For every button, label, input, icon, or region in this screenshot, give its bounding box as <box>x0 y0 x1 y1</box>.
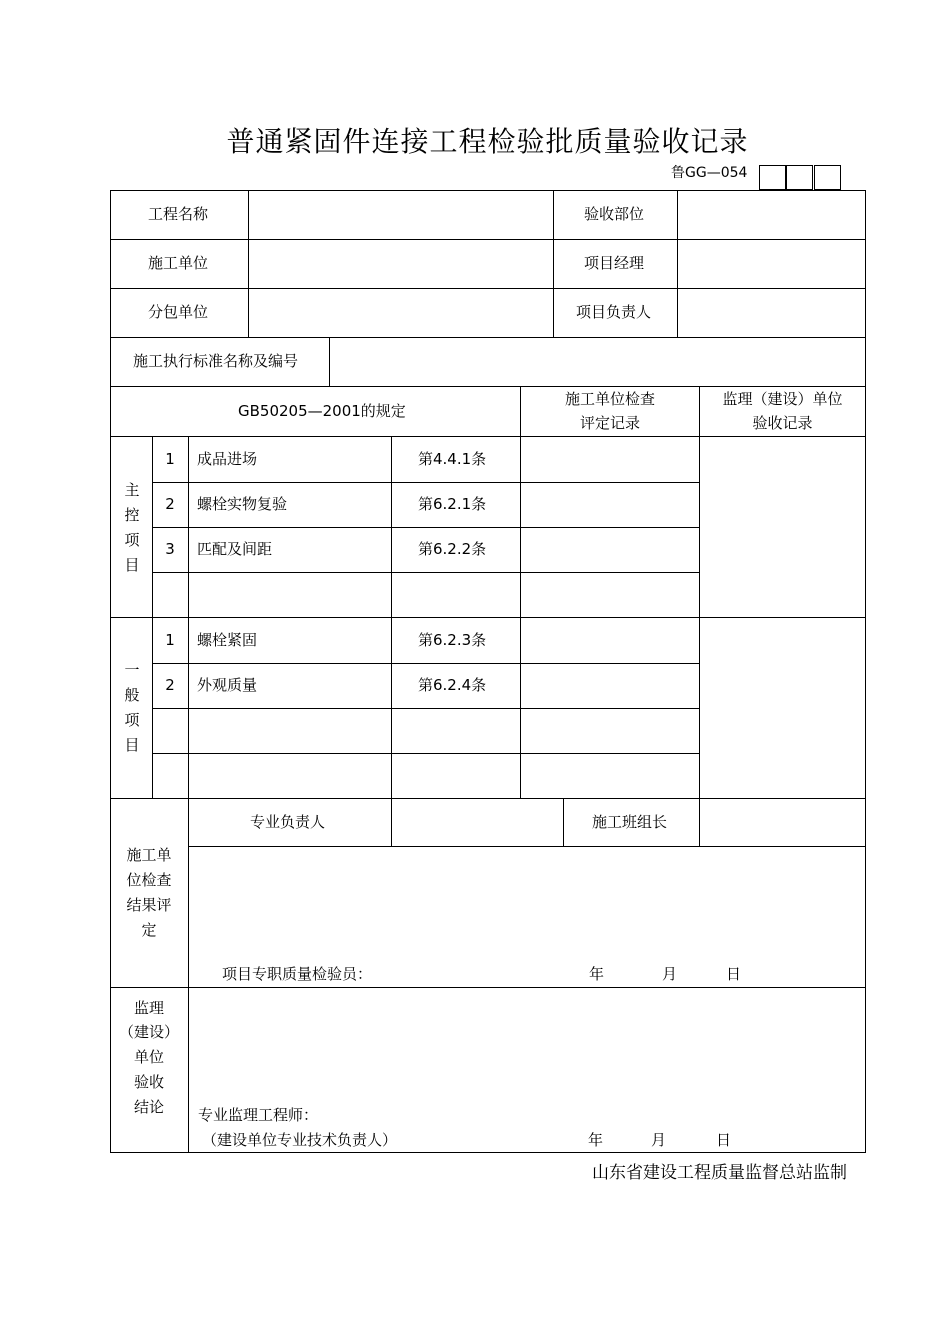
label-project-manager: 项目经理 <box>584 254 645 272</box>
owner-technical-leader-label: （建设单位专业技术负责人） <box>202 1131 398 1149</box>
col-supervise-line2: 验收记录 <box>752 414 813 432</box>
col-check-line1: 施工单位检查 <box>564 390 655 408</box>
label-project-name: 工程名称 <box>148 205 209 223</box>
col-spec: GB50205—2001的规定 <box>238 402 406 420</box>
code-box-3 <box>814 165 841 190</box>
supervising-engineer-label: 专业监理工程师： <box>198 1106 319 1124</box>
label-subcontractor: 分包单位 <box>148 303 209 321</box>
main-item-no: 1 <box>165 450 175 468</box>
main-item-no: 3 <box>165 540 175 558</box>
col-check-line2: 评定记录 <box>579 414 640 432</box>
main-item-no: 2 <box>165 495 175 513</box>
label-project-leader: 项目负责人 <box>576 303 652 321</box>
quality-inspector-label: 项目专职质量检验员： <box>222 965 373 983</box>
main-item-name: 匹配及间距 <box>197 540 273 558</box>
main-item-clause: 第4.4.1条 <box>418 450 487 468</box>
date-day: 日 <box>726 965 742 983</box>
page-title: 普通紧固件连接工程检验批质量验收记录 <box>226 125 749 158</box>
date-day: 日 <box>716 1131 732 1149</box>
code-box-2 <box>786 165 813 190</box>
main-item-clause: 第6.2.2条 <box>418 540 487 558</box>
general-item-clause: 第6.2.3条 <box>418 631 487 649</box>
label-team-leader: 施工班组长 <box>592 813 668 831</box>
footer-supervisor: 山东省建设工程质量监督总站监制 <box>592 1163 847 1183</box>
col-supervise-line1: 监理（建设）单位 <box>722 390 843 408</box>
main-item-name: 成品进场 <box>197 450 258 468</box>
date-year: 年 <box>589 965 605 983</box>
form-code: 鲁GG—054 <box>671 165 748 181</box>
label-acceptance-part: 验收部位 <box>584 205 645 223</box>
general-item-name: 外观质量 <box>197 676 258 694</box>
main-item-name: 螺栓实物复验 <box>197 495 288 513</box>
date-month: 月 <box>662 965 678 983</box>
code-box-1 <box>759 165 786 190</box>
label-specialist: 专业负责人 <box>250 813 326 831</box>
main-item-clause: 第6.2.1条 <box>418 495 487 513</box>
general-item-clause: 第6.2.4条 <box>418 676 487 694</box>
label-construction-unit: 施工单位 <box>148 254 209 272</box>
general-item-no: 2 <box>165 676 175 694</box>
date-year: 年 <box>588 1131 604 1149</box>
label-standard-name: 施工执行标准名称及编号 <box>133 352 299 370</box>
date-month: 月 <box>651 1131 667 1149</box>
general-item-no: 1 <box>165 631 175 649</box>
general-item-name: 螺栓紧固 <box>197 631 258 649</box>
